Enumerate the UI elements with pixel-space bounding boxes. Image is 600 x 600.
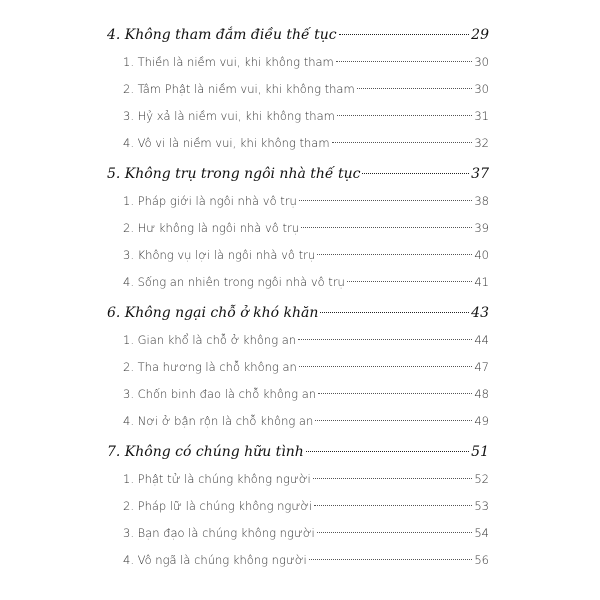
chapter-entry-page-number: 29 <box>471 27 489 43</box>
section-entry-title: 1. Thiền là niềm vui, khi không tham <box>123 55 334 69</box>
section-entry <box>107 408 489 435</box>
chapter-entry <box>107 22 489 49</box>
section-entry-page-number: 44 <box>474 333 489 347</box>
dot-leader <box>314 505 472 506</box>
section-entry-title: 4. Nơi ở bận rộn là chỗ không an <box>123 414 314 428</box>
section-entry-page-number: 49 <box>474 414 489 428</box>
table-of-contents <box>107 22 489 574</box>
section-entry-page-number: 53 <box>474 499 489 513</box>
dot-leader <box>332 142 473 143</box>
dot-leader <box>337 115 473 116</box>
section-entry-page-number: 52 <box>474 472 489 486</box>
section-entry-page-number: 47 <box>474 360 489 374</box>
section-entry <box>107 130 489 157</box>
dot-leader <box>320 312 469 313</box>
section-entry <box>107 242 489 269</box>
section-entry-page-number: 40 <box>474 248 489 262</box>
section-entry-title: 3. Bạn đạo là chúng không người <box>123 526 315 540</box>
section-entry <box>107 327 489 354</box>
section-entry-title: 2. Tâm Phật là niềm vui, khi không tham <box>123 82 355 96</box>
chapter-entry-page-number: 43 <box>471 305 489 321</box>
section-entry <box>107 269 489 296</box>
dot-leader <box>336 61 473 62</box>
section-entry-title: 3. Chốn binh đao là chỗ không an <box>123 387 317 401</box>
dot-leader <box>318 393 472 394</box>
section-entry <box>107 188 489 215</box>
section-entry-title: 2. Hư không là ngôi nhà vô trụ <box>123 221 299 235</box>
dot-leader <box>317 254 472 255</box>
dot-leader <box>309 559 473 560</box>
section-entry <box>107 76 489 103</box>
section-entry <box>107 49 489 76</box>
chapter-entry <box>107 161 489 188</box>
section-entry-title: 1. Phật tử là chúng không người <box>123 472 311 486</box>
section-entry-title: 4. Sống an nhiên trong ngôi nhà vô trụ <box>123 275 345 289</box>
chapter-entry <box>107 439 489 466</box>
dot-leader <box>301 227 472 228</box>
section-entry-title: 4. Vô vi là niềm vui, khi không tham <box>123 136 330 150</box>
section-entry <box>107 354 489 381</box>
dot-leader <box>357 88 473 89</box>
section-entry-title: 1. Gian khổ là chỗ ở không an <box>123 333 297 347</box>
section-entry-title: 1. Pháp giới là ngôi nhà vô trụ <box>123 194 297 208</box>
section-entry <box>107 466 489 493</box>
section-entry-title: 2. Tha hương là chỗ không an <box>123 360 297 374</box>
section-entry-title: 3. Không vụ lợi là ngôi nhà vô trụ <box>123 248 316 262</box>
section-entry-page-number: 31 <box>474 109 489 123</box>
dot-leader <box>313 478 473 479</box>
dot-leader <box>362 173 469 174</box>
section-entry-title: 3. Hỷ xả là niềm vui, khi không tham <box>123 109 335 123</box>
chapter-entry-page-number: 51 <box>471 444 489 460</box>
dot-leader <box>298 339 472 340</box>
section-entry <box>107 103 489 130</box>
section-entry <box>107 493 489 520</box>
section-entry-page-number: 30 <box>474 55 489 69</box>
section-entry <box>107 381 489 408</box>
section-entry-page-number: 48 <box>474 387 489 401</box>
section-entry-page-number: 32 <box>474 136 489 150</box>
section-entry-title: 2. Pháp lữ là chúng không người <box>123 499 313 513</box>
chapter-entry <box>107 300 489 327</box>
section-entry-page-number: 30 <box>474 82 489 96</box>
section-entry-page-number: 41 <box>474 275 489 289</box>
section-entry-title: 4. Vô ngã là chúng không người <box>123 553 307 567</box>
section-entry <box>107 215 489 242</box>
chapter-entry-title: 6. Không ngại chỗ ở khó khăn <box>107 305 319 321</box>
section-entry <box>107 520 489 547</box>
section-entry-page-number: 56 <box>474 553 489 567</box>
dot-leader <box>299 366 473 367</box>
section-entry-page-number: 39 <box>474 221 489 235</box>
dot-leader <box>315 420 472 421</box>
chapter-entry-page-number: 37 <box>471 166 489 182</box>
chapter-entry-title: 4. Không tham đắm điều thế tục <box>107 27 337 43</box>
section-entry <box>107 547 489 574</box>
section-entry-page-number: 54 <box>474 526 489 540</box>
dot-leader <box>299 200 473 201</box>
chapter-entry-title: 5. Không trụ trong ngôi nhà thế tục <box>107 166 361 182</box>
dot-leader <box>347 281 473 282</box>
section-entry-page-number: 38 <box>474 194 489 208</box>
dot-leader <box>317 532 473 533</box>
chapter-entry-title: 7. Không có chúng hữu tình <box>107 444 304 460</box>
dot-leader <box>339 34 470 35</box>
dot-leader <box>306 451 469 452</box>
